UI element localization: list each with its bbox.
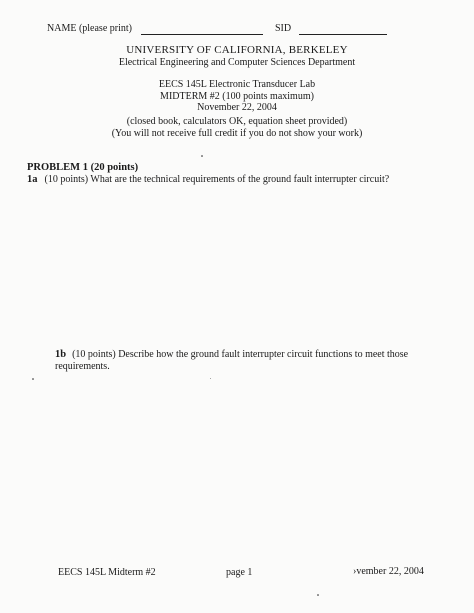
question-number: 1a xyxy=(27,174,38,185)
course-title: EECS 145L Electronic Transducer Lab xyxy=(158,79,316,90)
name-blank-line xyxy=(141,34,263,35)
question-1b xyxy=(55,349,425,373)
exam-instructions xyxy=(0,116,474,139)
scan-speck xyxy=(32,378,34,380)
scan-speck xyxy=(317,594,319,596)
question-1a xyxy=(27,174,389,185)
institution-heading xyxy=(0,45,474,68)
name-label: NAME (please print) xyxy=(47,23,132,34)
department-name: Electrical Engineering and Computer Sciences Department xyxy=(118,56,356,68)
exam-title: MIDTERM #2 (100 points maximum) xyxy=(160,90,314,102)
sid-blank-line xyxy=(299,34,387,35)
instructions-line-1: (closed book, calculators OK, equation sheet provided) xyxy=(126,116,348,127)
question-text: (10 points) What are the technical requirements of the ground fault interrupter circuit? xyxy=(44,174,390,185)
footer-page-number: page 1 xyxy=(226,567,253,578)
footer-date: ›vember 22, 2004 xyxy=(353,566,424,577)
scan-speck xyxy=(210,378,211,379)
problem-title: PROBLEM 1 (20 points) xyxy=(27,162,139,173)
scan-speck xyxy=(201,155,203,157)
university-name: UNIVERSITY OF CALIFORNIA, BERKELEY xyxy=(126,44,348,56)
instructions-line-2: (You will not receive full credit if you do not show your work) xyxy=(111,127,363,139)
sid-label: SID xyxy=(275,23,292,34)
question-text: (10 points) Describe how the ground fault interrupter circuit functions to meet those requirements. xyxy=(55,349,409,372)
exam-info xyxy=(0,79,474,114)
question-number: 1b xyxy=(55,349,67,360)
exam-date: November 22, 2004 xyxy=(197,102,277,113)
footer-course: EECS 145L Midterm #2 xyxy=(58,567,156,578)
